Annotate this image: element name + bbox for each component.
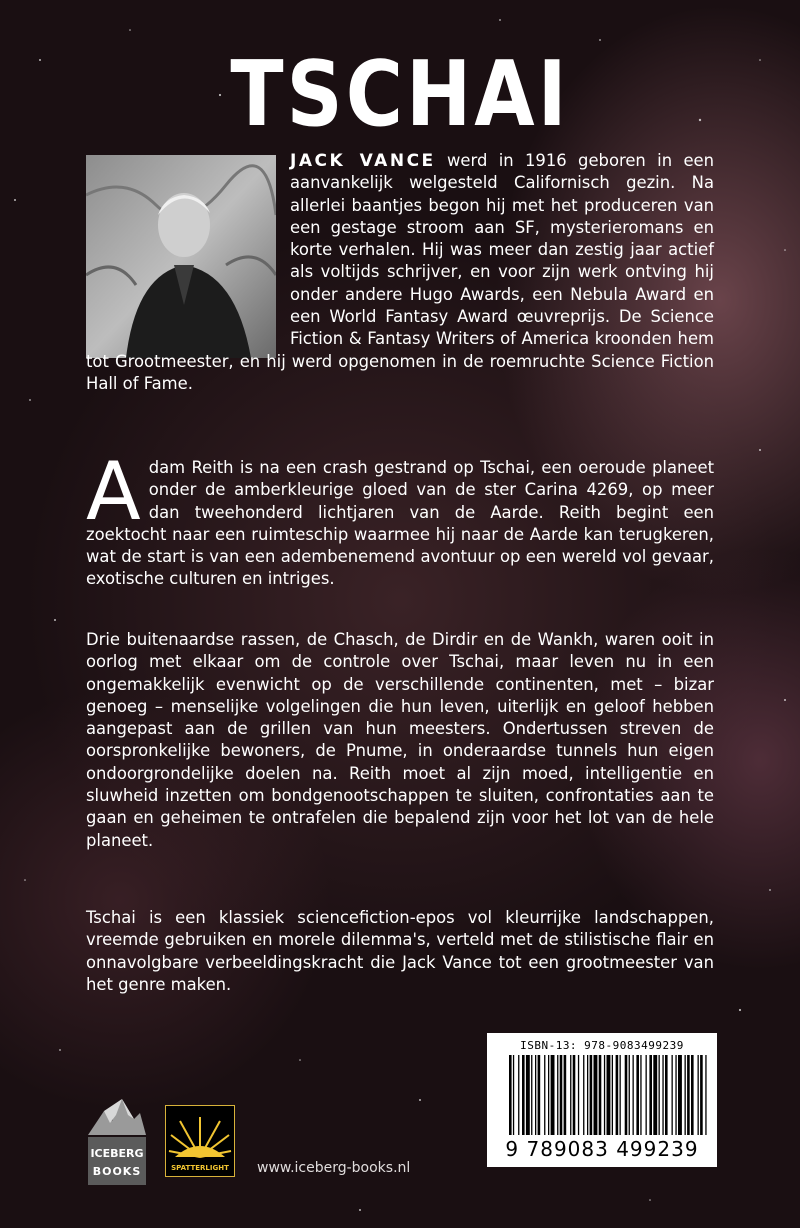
barcode-bar: [604, 1055, 605, 1135]
barcode-bar: [509, 1055, 512, 1135]
barcode-bar: [538, 1055, 541, 1135]
barcode-bar: [640, 1055, 641, 1135]
author-bio-text: werd in 1916 geboren in een aanvankelijk welgesteld Californisch gezin. Na allerlei baantjes begon hij met het produceren van een gestage stroom aan SF, mysterieromans en korte verhalen. Hij was meer dan zestig jaar actief als voltijds schrijver, en voor zijn werk ontving hij onder andere Hugo Awards, een Nebula Award en een World Fantasy Award œuvreprijs. De Science Fiction & Fantasy Writers of America kroonden hem tot Grootmeester, en hij werd opgenomen in de roemruchte Science Fiction Hall of Fame.: [86, 151, 715, 393]
book-title: TSCHAI: [230, 43, 570, 147]
synopsis-paragraph-3: Tschai is een klassiek sciencefiction-epos vol kleurrijke landschappen, vreemde gebruiken en morele dilemma's, verteld met de stilistische flair en onnavolgbare verbeeldingskracht die Jack Vance tot een grootmeester van het genre maken.: [86, 908, 714, 994]
barcode-bar: [573, 1055, 576, 1135]
barcode-bar: [633, 1055, 634, 1135]
barcode-bar: [583, 1055, 584, 1135]
barcode-bar: [513, 1055, 514, 1135]
barcode-bar: [616, 1055, 619, 1135]
barcode-bar: [551, 1055, 555, 1135]
synopsis-paragraph-1-text: dam Reith is na een crash gestrand op Tschai, een oeroude planeet onder de amberkleurige gloed van de ster Carina 4269, op meer dan tweehonderd lichtjaren van de Aarde. Reith begint een zoektocht naar een ruimteschip waarmee hij naar de Aarde kan terugkeren, wat de start is van een adembenemend avontuur op een wereld vol gevaar, exotische culturen en intriges.: [86, 458, 714, 589]
barcode-bar: [544, 1055, 545, 1135]
barcode-bar: [578, 1055, 579, 1135]
barcode-bar: [649, 1055, 652, 1135]
barcode-bar: [662, 1055, 663, 1135]
barcode-bar: [687, 1055, 690, 1135]
barcode-bar: [531, 1055, 532, 1135]
drop-cap: A: [86, 445, 141, 538]
barcode-bar: [518, 1055, 519, 1135]
isbn-barcode: [487, 1033, 717, 1167]
barcode-bar: [646, 1055, 647, 1135]
author-name: JACK VANCE: [290, 151, 436, 171]
barcode-bar: [625, 1055, 628, 1135]
isbn-label: ISBN-13: 978-9083499239: [520, 1039, 684, 1052]
iceberg-logo-line2: BOOKS: [92, 1165, 142, 1178]
barcode-bar: [659, 1055, 660, 1135]
barcode-digits: 9 789083 499239: [505, 1137, 699, 1161]
barcode-bar: [522, 1055, 525, 1135]
author-bio: [86, 150, 714, 395]
barcode-bar: [672, 1055, 673, 1135]
barcode-bar: [548, 1055, 549, 1135]
barcode-bar: [698, 1055, 699, 1135]
barcode-bar: [564, 1055, 567, 1135]
barcode-bar: [526, 1055, 530, 1135]
publisher-website[interactable]: www.iceberg-books.nl: [257, 1160, 411, 1176]
barcode-bar: [705, 1055, 706, 1135]
barcode-bar: [665, 1055, 668, 1135]
barcode-bar: [678, 1055, 682, 1135]
barcode-bar: [557, 1055, 558, 1135]
sunburst-icon: [165, 1105, 235, 1177]
barcode-bar: [675, 1055, 676, 1135]
iceberg-books-logo: [86, 1091, 148, 1187]
barcode-bar: [620, 1055, 621, 1135]
barcode-bars: [509, 1055, 707, 1135]
barcode-bar: [685, 1055, 686, 1135]
barcode-bar: [560, 1055, 563, 1135]
barcode-bar: [700, 1055, 703, 1135]
barcode-bar: [691, 1055, 694, 1135]
barcode-bar: [535, 1055, 536, 1135]
iceberg-mountain-icon: [86, 1091, 148, 1187]
barcode-bar: [594, 1055, 598, 1135]
barcode-bar: [629, 1055, 630, 1135]
synopsis-paragraph-1: [86, 445, 714, 591]
synopsis-paragraph-2: Drie buitenaardse rassen, de Chasch, de Dirdir en de Wankh, waren ooit in oorlog met elkaar om de controle over Tschai, maar leven nu in een ongemakkelijk evenwicht op de verschillende continenten, met – bizar genoeg – menselijke volgelingen die hun leven, uiterlijk en geloof hebben aangepast aan de grillen van hun meesters. Ondertussen streven de oorspronkelijke bewoners, de Pnume, in onderaardse tunnels hun eigen ondoorgrondelijke doelen na. Reith moet al zijn moed, intelligentie en sluwheid inzetten om bondgenootschappen te sluiten, confrontaties aan te gaan en geheimen te ontrafelen die bepalend zijn voor het lot van de hele planeet.: [86, 630, 714, 850]
iceberg-logo-line1: ICEBERG: [90, 1147, 144, 1160]
barcode-bar: [587, 1055, 588, 1135]
barcode-bar: [612, 1055, 613, 1135]
barcode-bar: [570, 1055, 571, 1135]
barcode-bar: [653, 1055, 657, 1135]
spatterlight-logo: [165, 1105, 235, 1177]
barcode-bar: [636, 1055, 639, 1135]
barcode-bar: [590, 1055, 593, 1135]
spatterlight-logo-text: SPATTERLIGHT: [171, 1164, 229, 1172]
barcode-bar: [607, 1055, 611, 1135]
barcode-bar: [599, 1055, 602, 1135]
